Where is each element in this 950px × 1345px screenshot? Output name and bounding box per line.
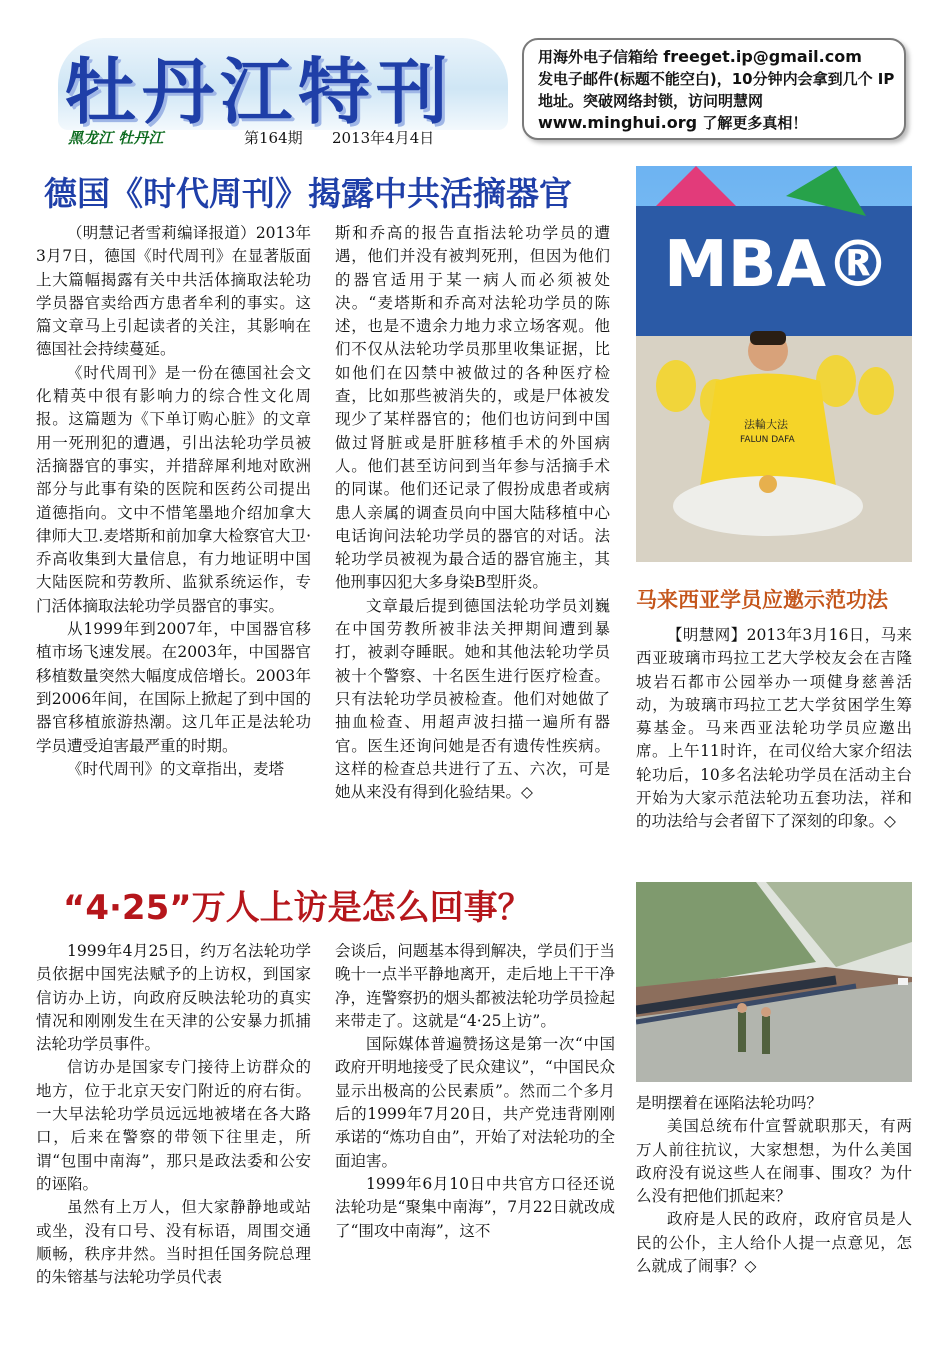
article3-headline: “4·25”万人上访是怎么回事？ (63, 888, 532, 928)
article1-paragraph: 斯和乔高的报告直指法轮功学员的遭遇，他们并没有被判死刑，但因为他们的器官适用于某一病人而必须被处决。“麦塔斯和乔高对法轮功学员的陈述，也是不遗余力地力求立场客观。他们不仅从法轮功学员那里收集证据，比如他们在囚禁中被做过的各种医疗检查，比如那些被消失的，或是尸体被发现少了某样器官的；他们也访问到中国做过肾脏或是肝脏移植手术的外国病人。他们甚至访问到当年参与活摘手术的同谋。他们还记录了假扮成患者或病患人亲属的调查员向中国大陆移植中心电话询问法轮功学员的器官的对话。法轮功学员被视为最合适的器官施主，其他刑事囚犯大多身染B型肝炎。 (335, 224, 610, 592)
article2-column (636, 624, 912, 834)
article3-paragraph: 美国总统布什宣誓就职那天，有两万人前往抗议，大家想想，为什么美国政府没有说这些人在闹事、围攻？为什么没有把他们抓起来？ (636, 1117, 912, 1206)
article3-column-3 (636, 1092, 912, 1278)
article1-paragraph: 文章最后提到德国法轮功学员刘巍在中国劳教所被非法关押期间遭到暴打，被剥夺睡眠。她和其他法轮功学员被十个警察、十名医生进行医疗检查。只有法轮功学员被检查。他们对她做了抽血检查、用超声波扫描一遍所有器官。医生还询问她是否有遗传性疾病。这样的检查总共进行了五、六次，可是她从来没有得到化验结果。◇ (335, 596, 610, 802)
article2-paragraph: 【明慧网】2013年3月16日，马来西亚玻璃市玛拉工艺大学校友会在吉隆坡岩石都市公园举办一项健身慈善活动，为玻璃市玛拉工艺大学贫困学生筹募基金。马来西亚法轮功学员应邀出席。上午11时许，在司仪给大家介绍法轮功后，10多名法轮功学员在活动主台开始为大家示范法轮功五套功法，祥和的功法给与会者留下了深刻的印象。◇ (636, 626, 912, 831)
shirt-text: 法輪大法 (744, 418, 788, 431)
region-label: 黑龙江 牡丹江 (68, 129, 164, 147)
article3-paragraph: 1999年6月10日中共官方口径还说法轮功是“聚集中南海”，7月22日就改成了“围攻中南海”，这不 (335, 1174, 615, 1240)
article3-paragraph: 虽然有上万人，但大家静静地或站或坐，没有口号、没有标语，周围交通顺畅，秩序井然。当时担任国务院总理的朱镕基与法轮功学员代表 (36, 1198, 311, 1287)
article1-paragraph: （明慧记者雪莉编译报道）2013年3月7日，德国《时代周刊》在显著版面上大篇幅揭露有关中共活体摘取法轮功学员器官卖给西方患者牟利的事实。这篇文章马上引起读者的关注，其影响在德国社会持续蔓延。 (36, 224, 311, 359)
article1-column-2 (335, 222, 610, 804)
article3-paragraph: 1999年4月25日，约万名法轮功学员依据中国宪法赋予的上访权，到国家信访办上访，向政府反映法轮功的真实情况和刚刚发生在天津的公安暴力抓捕法轮功学员事件。 (36, 942, 311, 1054)
article3-paragraph: 是明摆着在诬陷法轮功吗？ (636, 1094, 823, 1112)
masthead-title: 牡丹江特刊 (64, 50, 455, 134)
notice-instructions: 发电子邮件(标题不能空白)，10分钟内会拿到几个 IP 地址。突破网络封锁，访问明慧网 (538, 70, 895, 110)
article1-paragraph: 《时代周刊》是一份在德国社会文化精英中很有影响力的综合性文化周报。这篇题为《下单订购心脏》的文章用一死刑犯的遭遇，引出法轮功学员被活摘器官的事实，并措辞犀利地对欧洲部分与此事有染的医院和医药公司提出道德指向。文中不惜笔墨地介绍加拿大律师大卫.麦塔斯和前加拿大检察官大卫·乔高收集到大量信息，有力地证明中国大陆医院和劳教所、监狱系统运作，专门活体摘取法轮功学员器官的事实。 (36, 363, 311, 615)
article3-column-2 (335, 940, 615, 1243)
article1-headline: 德国《时代周刊》揭露中共活摘器官 (44, 174, 572, 213)
banner-text: MBA® (664, 228, 890, 302)
street-photo (636, 882, 912, 1082)
article3-paragraph: 政府是人民的政府，政府官员是人民的公仆，主人给仆人提一点意见，怎么就成了闹事？◇ (636, 1210, 912, 1276)
issue-date: 2013年4月4日 (332, 129, 435, 147)
article1-column-1 (36, 222, 311, 781)
article1-paragraph: 从1999年到2007年，中国器官移植市场飞速发展。在2003年，中国器官移植数量突然大幅度成倍增长。2003年到2006年间，在国际上掀起了到中国的器官移植旅游热潮。这几年正是法轮功学员遭受迫害最严重的时期。 (36, 620, 311, 755)
notice-suffix: 了解更多真相！ (702, 114, 808, 132)
article3-paragraph: 信访办是国家专门接待上访群众的地方，位于北京天安门附近的府右街。一大早法轮功学员远远地被堵在各大路口，后来在警察的带领下往里走，所谓“包围中南海”，那只是政法委和公安的诬陷。 (36, 1058, 311, 1193)
notice-prefix: 用海外电子信箱给 (538, 48, 659, 66)
article2-headline: 马来西亚学员应邀示范功法 (636, 588, 888, 612)
street-photo-drawing (636, 882, 912, 1082)
article1-paragraph: 《时代周刊》的文章指出，麦塔 (67, 759, 285, 778)
notice-website-link[interactable]: www.minghui.org (538, 113, 698, 132)
issue-number: 第164期 (244, 129, 303, 147)
meditation-photo-drawing (636, 166, 912, 562)
article3-paragraph: 国际媒体普遍赞扬这是第一次“中国政府开明地接受了民众建议”，“中国民众显示出极高的公民素质”。然而二个多月后的1999年7月20日，共产党违背刚刚承诺的“炼功自由”，开始了对法轮功的全面迫害。 (335, 1035, 615, 1170)
notice-text (538, 46, 898, 134)
article3-column-1 (36, 940, 311, 1289)
notice-email-link[interactable]: freeget.ip@gmail.com (663, 47, 862, 66)
shirt-text-en: FALUN DAFA (740, 435, 795, 445)
meditation-photo (636, 166, 912, 562)
article3-paragraph: 会谈后，问题基本得到解决，学员们于当晚十一点半平静地离开，走后地上干干净净，连警察扔的烟头都被法轮功学员捡起来带走了。这就是“4·25上访”。 (335, 942, 615, 1030)
